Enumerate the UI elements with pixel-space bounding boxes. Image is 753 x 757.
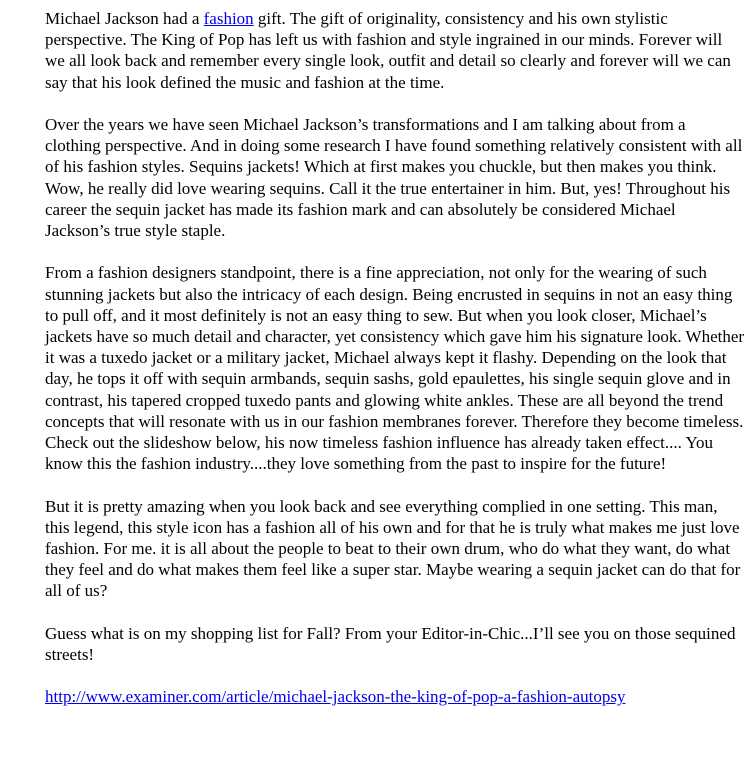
source-paragraph xyxy=(45,686,745,707)
article-body xyxy=(45,8,745,729)
source-link[interactable]: http://www.examiner.com/article/michael-jackson-the-king-of-pop-a-fashion-autopsy xyxy=(45,687,626,707)
paragraph-1-text-after-link: gift. The gift of originality, consistency and his own stylistic perspective. The King of Pop has left us with fashion and style ingrained in our minds. Forever will we all look back and remember every single look, outfit and detail so clearly and forever will we can say that his look defined the music and fashion at the time. xyxy=(45,9,731,92)
paragraph-4: But it is pretty amazing when you look back and see everything complied in one setting. This man, this legend, this style icon has a fashion all of his own and for that he is truly what makes me just love fashion. For me. it is all about the people to beat to their own drum, who do what they want, do what they feel and do what makes them feel like a super star. Maybe wearing a sequin jacket can do that for all of us? xyxy=(45,496,741,601)
paragraph-2: Over the years we have seen Michael Jackson’s transformations and I am talking about from a clothing perspective. And in doing some research I have found something relatively consistent with all of his fashion styles. Sequins jackets! Which at first makes you chuckle, but then makes you think. Wow, he really did love wearing sequins. Call it the true entertainer in him. But, yes! Throughout his career the sequin jacket has made its fashion mark and can absolutely be considered Michael Jackson’s true style staple. xyxy=(45,115,743,241)
paragraph-1 xyxy=(45,8,745,93)
paragraph-5: Guess what is on my shopping list for Fall? From your Editor-in-Chic...I’ll see you on those sequined streets! xyxy=(45,623,736,665)
fashion-link[interactable]: fashion xyxy=(203,9,254,28)
paragraph-1-text-before-link: Michael Jackson had a xyxy=(45,9,204,28)
paragraph-3: From a fashion designers standpoint, there is a fine appreciation, not only for the wearing of such stunning jackets but also the intricacy of each design. Being encrusted in sequins in not an easy thing to pull off, and it most definitely is not an easy thing to sew. But when you look closer, Michael’s jackets have so much detail and character, yet consistency which gave him his signature look. Whether it was a tuxedo jacket or a military jacket, Michael always kept it flashy. Depending on the look that day, he tops it off with sequin armbands, sequin sashs, gold epaulettes, his single sequin glove and in contrast, his tapered cropped tuxedo pants and glowing white ankles. These are all beyond the trend concepts that will resonate with us in our fashion membranes forever. Therefore they become timeless. Check out the slideshow below, his now timeless fashion influence has already taken effect.... You know this the fashion industry....they love something from the past to inspire for the future! xyxy=(45,263,745,474)
